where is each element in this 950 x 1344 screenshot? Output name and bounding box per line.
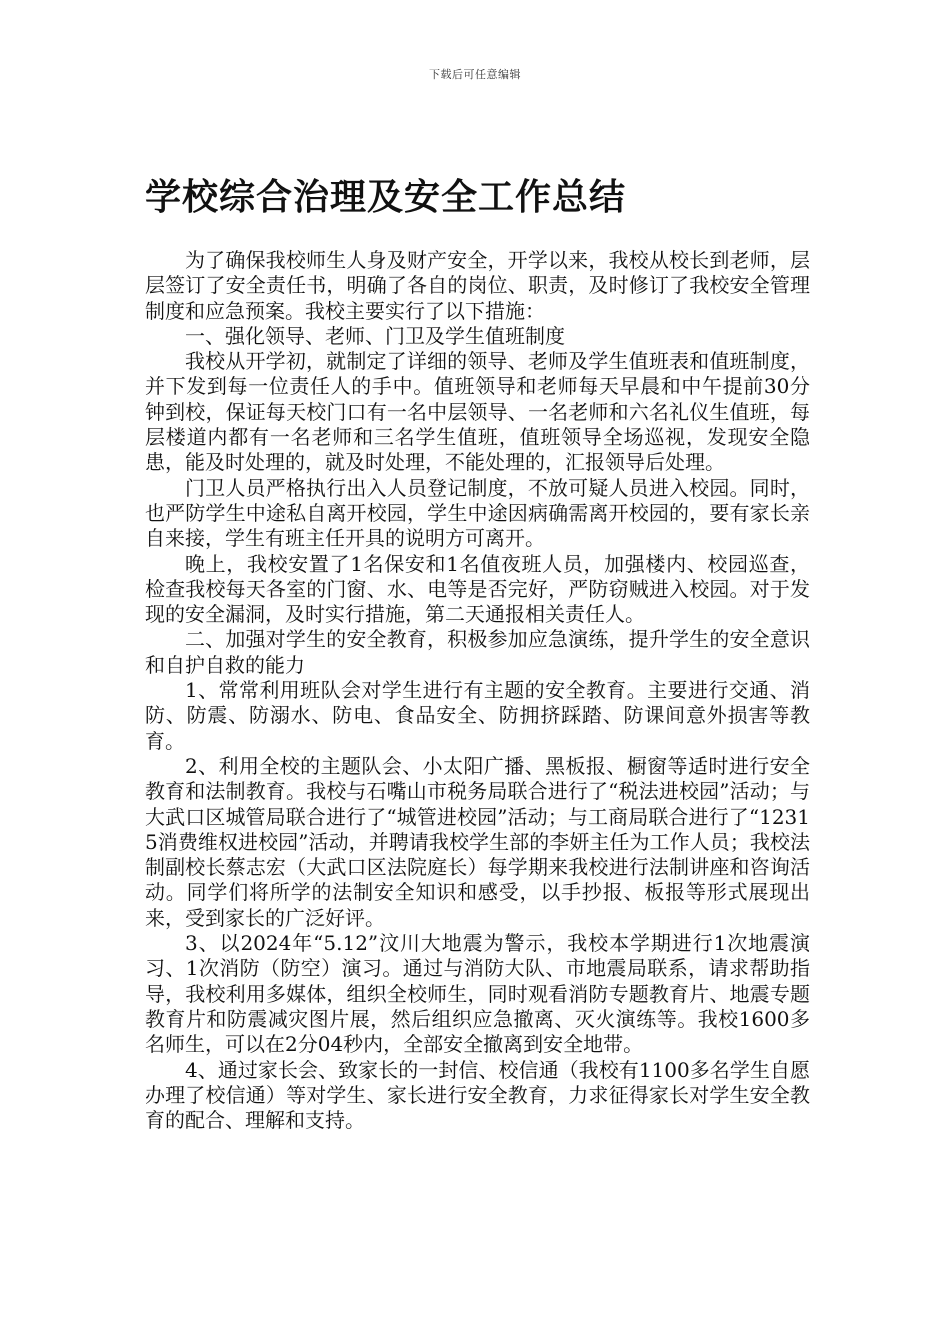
paragraph-intro: 为了确保我校师生人身及财产安全，开学以来，我校从校长到老师，层层签订了安全责任书，明确了各自的岗位、职责，及时修订了我校安全管理制度和应急预案。我校主要实行了以下措施：: [145, 248, 810, 323]
paragraph-item-4: 4、通过家长会、致家长的一封信、校信通（我校有1100多名学生自愿办理了校信通）等对学生、家长进行安全教育，力求征得家长对学生安全教育的配合、理解和支持。: [145, 1057, 810, 1133]
paragraph-gate-guard: 门卫人员严格执行出入人员登记制度，不放可疑人员进入校园。同时，也严防学生中途私自离开校园，学生中途因病确需离开校园的，要有家长亲自来接，学生有班主任开具的说明方可离开。: [145, 475, 810, 551]
paragraph-item-3: 3、以2024年“5.12”汶川大地震为警示，我校本学期进行1次地震演习、1次消防（防空）演习。通过与消防大队、市地震局联系，请求帮助指导，我校利用多媒体，组织全校师生，同时观看消防专题教育片、地震专题教育片和防震减灾图片展，然后组织应急撤离、灭火演练等。我校1600多名师生，可以在2分04秒内，全部安全撤离到安全地带。: [145, 931, 810, 1057]
paragraph-night-patrol: 晚上，我校安置了1名保安和1名值夜班人员，加强楼内、校园巡查，检查我校每天各室的门窗、水、电等是否完好，严防窃贼进入校园。对于发现的安全漏洞，及时实行措施，第二天通报相关责任人。: [145, 551, 810, 627]
header-note: 下载后可任意编辑: [429, 68, 521, 81]
document-title: 学校综合治理及安全工作总结: [145, 176, 627, 218]
section-heading-2: 二、加强对学生的安全教育，积极参加应急演练，提升学生的安全意识和自护自救的能力: [145, 627, 810, 677]
paragraph-item-1: 1、常常利用班队会对学生进行有主题的安全教育。主要进行交通、消防、防震、防溺水、防电、食品安全、防拥挤踩踏、防课间意外损害等教育。: [145, 678, 810, 753]
paragraph-item-2: 2、利用全校的主题队会、小太阳广播、黑板报、橱窗等适时进行安全教育和法制教育。我校与石嘴山市税务局联合进行了“税法进校园”活动；与大武口区城管局联合进行了“城管进校园”活动；与工商局联合进行了“12315消费维权进校园”活动，并聘请我校学生部的李妍主任为工作人员；我校法制副校长蔡志宏（大武口区法院庭长）每学期来我校进行法制讲座和咨询活动。同学们将所学的法制安全知识和感受，以手抄报、板报等形式展现出来，受到家长的广泛好评。: [145, 753, 810, 930]
section-heading-1: 一、强化领导、老师、门卫及学生值班制度: [185, 323, 565, 348]
paragraph-duty-system: 我校从开学初，就制定了详细的领导、老师及学生值班表和值班制度，并下发到每一位责任人的手中。值班领导和老师每天早晨和中午提前30分钟到校，保证每天校门口有一名中层领导、一名老师和六名礼仪生值班，每层楼道内都有一名老师和三名学生值班，值班领导全场巡视，发现安全隐患，能及时处理的，就及时处理，不能处理的，汇报领导后处理。: [145, 349, 810, 475]
document-body: [145, 248, 810, 1133]
